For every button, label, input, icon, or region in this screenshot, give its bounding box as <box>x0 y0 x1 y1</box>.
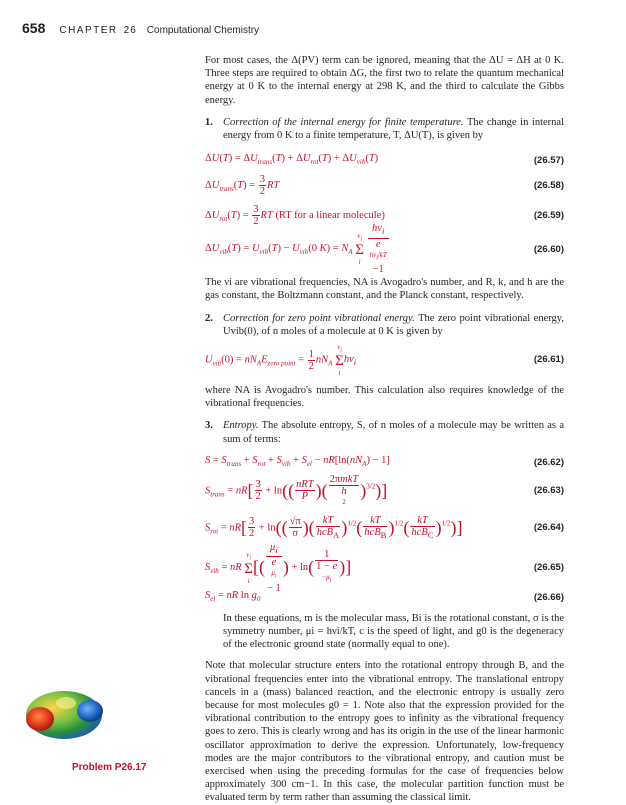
item-text: The zero point vibrational energy, Uvib(0), of n moles of a molecule at 0 K is given by <box>223 312 564 337</box>
equation-26-57: $\Delta U(T) = \Delta U_{trans}(T) + \Delta U_{rot}(T) + \Delta U_{vib}(T)$ (26.57) <box>205 152 564 166</box>
equation-number: (26.58) <box>533 179 564 191</box>
equation-number: (26.59) <box>533 209 564 221</box>
equation-26-59: $\Delta U_{rot}(T)$ = $\frac{3}{2}$ RT (RT for a linear molecule) (26.59) <box>205 203 564 227</box>
item-title: Correction of the internal energy for finite temperature. <box>223 116 464 128</box>
item-paragraph <box>223 312 564 338</box>
chapter-word: CHAPTER <box>59 25 118 36</box>
equation-26-61: $U_{vib}(0) = nN_AE_{zero point}$ = $\frac{1}{2}$ $nN_A$ $\nu_i$ Σ i $h\nu_i$ (26.61) <box>205 342 564 378</box>
item-paragraph <box>223 419 564 445</box>
equation-note: (RT for a linear molecule) <box>275 209 385 221</box>
item-paragraph <box>223 116 564 142</box>
equation-number: (26.64) <box>533 522 564 534</box>
equation-26-66: $S_{el}$ = nR $\ln g_0$ (26.66) <box>205 590 564 604</box>
equation-number: (26.66) <box>533 592 564 604</box>
intro-paragraph: For most cases, the Δ(PV) term can be ignored, meaning that the ΔU = ΔH at 0 K. Three steps are required to obtain ΔG, the first two to relate the quantum mechanical energy at 0 K to the internal energy at 298 K, and the third to calculate the Gibbs energy. <box>205 55 564 106</box>
equation-26-60: $\Delta U_{vib}(T) = U_{vib}(T) - U_{vib}(0$ $K) = N_A$ $\nu_i$ Σ i $h\nu_i$ e $h\nu_i/kT$ −1 (26.60) <box>205 223 564 275</box>
equation-number: (26.61) <box>533 354 564 366</box>
body-text <box>205 54 564 805</box>
equation-number: (26.60) <box>533 243 564 255</box>
molecule-electrostatic-potential-image <box>20 683 108 745</box>
closing-paragraph: Note that molecular structure enters into the rotational entropy through B, and the vibrational frequencies enter into the vibrational entropy. The translational entropy cancels in a (mass) balanced reaction, and the electronic entropy is usually zero because for most molecules g0 = 1. Note also that the expression provided for the vibrational contribution to the entropy goes to infinity as the vibrational frequency goes to zero. This is clearly wrong and has its origin in the use of the linear harmonic oscillator approximation to derive the expression. Unfortunately, low-frequency modes are the major contributors to the vibrational entropy, and caution must be exercised when using the preceding formulas for the case of frequencies below approximately 300 cm−1. In this case, the molecular partition function must be evaluated term by term rather than assuming the classical limit. <box>205 660 564 804</box>
item-number: 2. <box>205 312 213 324</box>
item-internal-energy <box>205 116 564 142</box>
equation-26-58: $\Delta U_{trans}(T)$ = $\frac{3}{2}$ RT (26.58) <box>205 173 564 197</box>
equation-number: (26.65) <box>533 562 564 574</box>
equation-number: (26.63) <box>533 485 564 497</box>
after-eq66-paragraph: In these equations, m is the molecular mass, Bi is the rotational constant, σ is the symmetry number, μi = hνi/kT, c is the speed of light, and g0 is the degeneracy of the electronic ground state (normally equal to one). <box>223 612 564 651</box>
chapter-number: 26 <box>123 25 137 36</box>
item-title: Correction for zero point vibrational energy. <box>223 312 415 324</box>
equation-26-63: $S_{trans} = nR$[ $\frac{3}{2}$ + ln(( $\frac{\text{nRT}}{P}$ )( 2πmkT h 2 )$^{3/2}$)] (26.63) <box>205 473 564 506</box>
after-eq61-paragraph: where NA is Avogadro's number. This calculation also requires knowledge of the vibrational frequencies. <box>205 385 564 410</box>
molecule-positive-region <box>77 700 103 722</box>
figure-caption: Problem P26.17 <box>72 762 147 773</box>
molecule-highlight <box>56 697 76 709</box>
after-eq60-paragraph: The νi are vibrational frequencies, NA is Avogadro's number, and R, k, and h are the gas constant, the Boltzmann constant, and the Planck constant, respectively. <box>205 277 564 302</box>
equation-number: (26.57) <box>533 154 564 166</box>
item-title: Entropy. <box>223 420 259 432</box>
equation-26-62: $S = S_{trans} + S_{rot} + S_{vib} + S_{el} - nR[\ln(nN_A) - 1]$ (26.62) <box>205 455 564 469</box>
item-text: The change in internal energy from 0 K to a finite temperature, T, ΔU(T), is given by <box>223 116 564 142</box>
item-number: 1. <box>205 116 213 128</box>
equation-number: (26.62) <box>533 457 564 469</box>
molecule-negative-region <box>26 707 54 731</box>
item-number: 3. <box>205 420 213 432</box>
equation-26-64: $S_{rot} = nR$[ $\frac{3}{2}$ + ln(( $\frac{√\pi}{\sigma}$ )( $\frac{kT}{hcB_A}$ )$^{1/2}$( $\frac{kT}{hcB_B}$ )$^{1/2}$( $\frac{kT}{hcB_C}$ )$^{1/2}$)] (26.64) <box>205 514 564 540</box>
item-zero-point <box>205 312 564 338</box>
item-text: The absolute entropy, S, of n moles of a molecule may be written as a sum of terms: <box>223 420 565 445</box>
equation-26-65: $S_{vib}$ = nR $\nu_i$ Σ i [( $\mu_i$ e $\mu_i$ − 1 ) + ln( 1 1 − e $-\mu_i$ )] (26.65) <box>205 542 564 594</box>
page-number: 658 <box>22 20 46 36</box>
page-header <box>22 20 259 40</box>
chapter-title: Computational Chemistry <box>146 25 260 36</box>
item-entropy <box>205 419 564 445</box>
